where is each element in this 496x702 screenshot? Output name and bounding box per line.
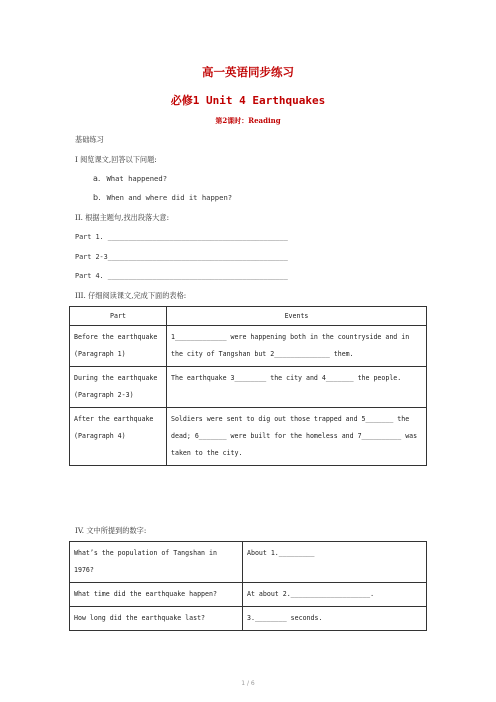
question-marker: a. bbox=[93, 174, 101, 183]
question-b bbox=[93, 193, 232, 202]
section3-heading: III. 仔细阅读课文,完成下面的表格: bbox=[75, 291, 187, 300]
events-table bbox=[69, 306, 427, 466]
part-cell: Before the earthquake (Paragraph 1) bbox=[70, 326, 167, 367]
part-cell: After the earthquake (Paragraph 4) bbox=[70, 408, 167, 466]
answer-cell: About 1._________ bbox=[243, 542, 427, 583]
section-basic: 基础练习 bbox=[75, 135, 104, 144]
header-part: Part bbox=[70, 307, 167, 326]
table-row bbox=[70, 583, 427, 607]
part-cell: During the earthquake (Paragraph 2-3) bbox=[70, 367, 167, 408]
question-marker: b. bbox=[93, 193, 101, 202]
part-line: Part 1. ____________________________________________ bbox=[75, 233, 288, 241]
table-row bbox=[70, 367, 427, 408]
page-number: 1 / 6 bbox=[241, 680, 255, 687]
section1-heading: I 阅览课文,回答以下问题: bbox=[75, 155, 157, 164]
question-a bbox=[93, 174, 167, 183]
question-cell: What’s the population of Tangshan in 1976? bbox=[70, 542, 243, 583]
events-cell: Soldiers were sent to dig out those trapped and 5_______ the dead; 6_______ were built for the homeless and 7__________ was taken to the city. bbox=[167, 408, 427, 466]
table-row bbox=[70, 542, 427, 583]
section4-heading: IV. 文中所提到的数字: bbox=[75, 526, 147, 535]
question-cell: How long did the earthquake last? bbox=[70, 607, 243, 631]
lesson-label: 第2课时：Reading bbox=[215, 116, 281, 125]
answer-cell: 3.________ seconds. bbox=[243, 607, 427, 631]
part-line: Part 2-3____________________________________________ bbox=[75, 253, 288, 261]
question-text: What happened? bbox=[106, 174, 168, 183]
events-cell: 1_____________ were happening both in the countryside and in the city of Tangshan but 2______________ them. bbox=[167, 326, 427, 367]
answer-cell: At about 2.____________________. bbox=[243, 583, 427, 607]
table-row bbox=[70, 607, 427, 631]
question-text: When and where did it happen? bbox=[106, 193, 233, 202]
question-cell: What time did the earthquake happen? bbox=[70, 583, 243, 607]
doc-subtitle: 必修1 Unit 4 Earthquakes bbox=[170, 94, 326, 107]
table-row bbox=[70, 326, 427, 367]
numbers-table bbox=[69, 541, 427, 631]
table-header-row bbox=[70, 307, 427, 326]
doc-title: 高一英语同步练习 bbox=[202, 65, 294, 79]
events-cell: The earthquake 3________ the city and 4_______ the people. bbox=[167, 367, 427, 408]
table-row bbox=[70, 408, 427, 466]
header-events: Events bbox=[167, 307, 427, 326]
section2-heading: II. 根据主题句,找出段落大意: bbox=[75, 213, 170, 222]
part-line: Part 4. ____________________________________________ bbox=[75, 272, 288, 280]
